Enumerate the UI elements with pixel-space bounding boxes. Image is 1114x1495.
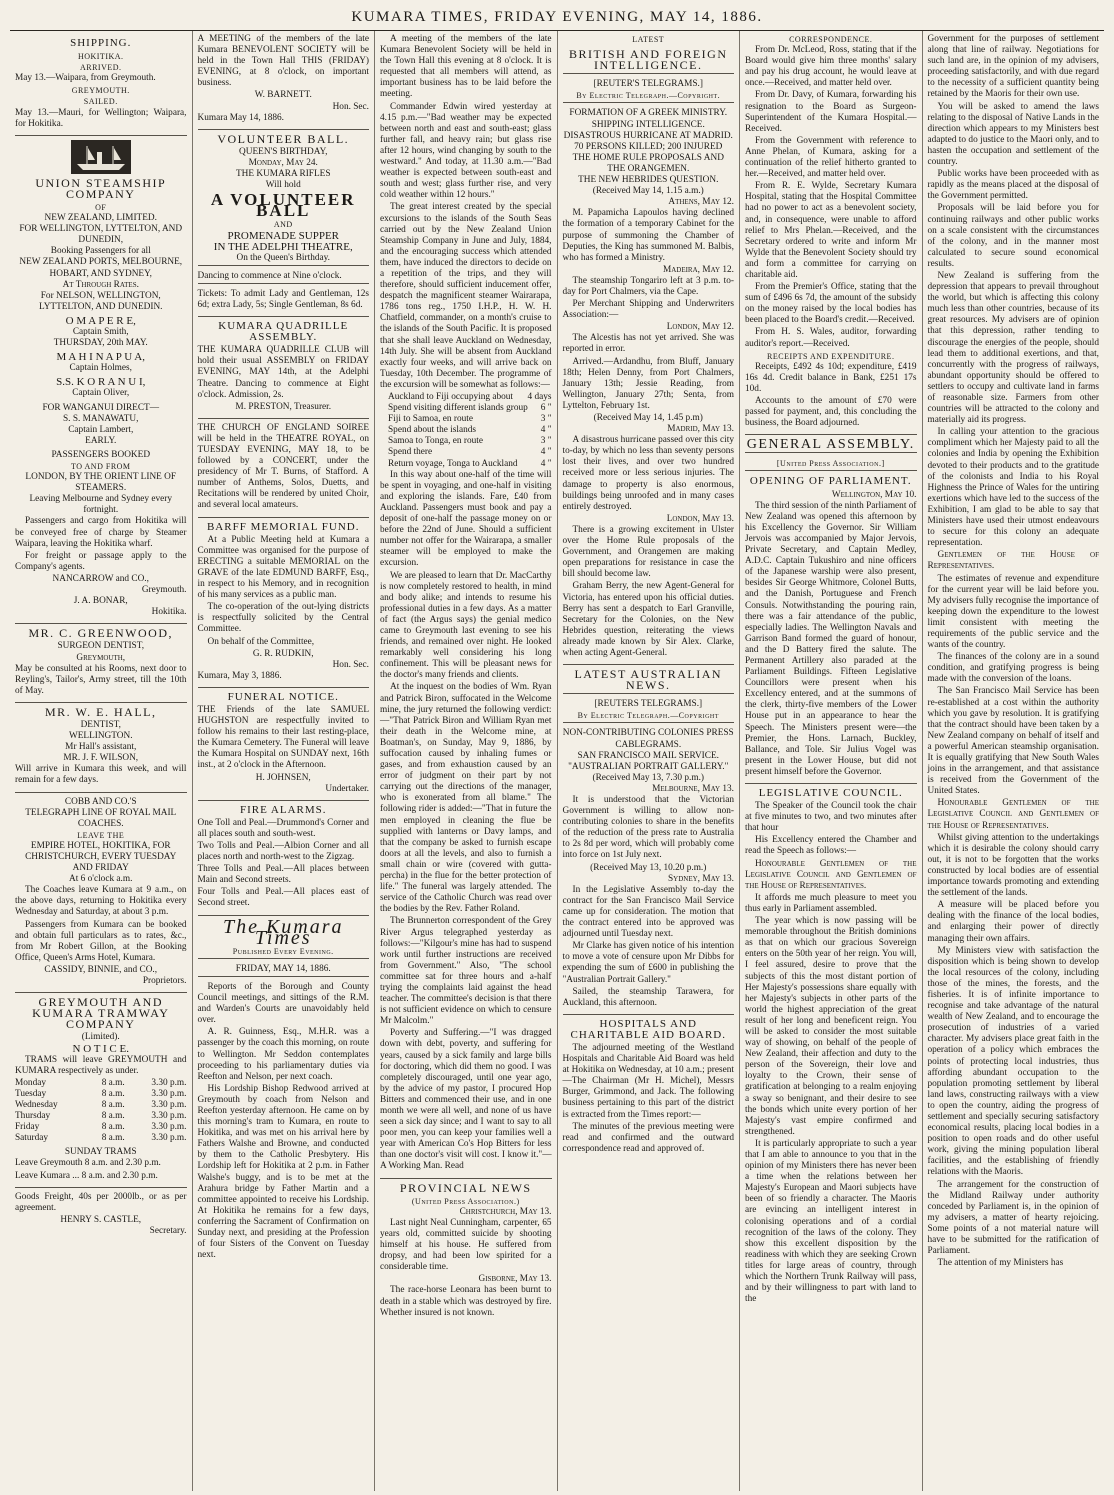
manawatu-captain: Captain Lambert, — [68, 424, 134, 435]
sailing-entry: May 13.—Mauri, for Wellington; Waipara, for Hokitika. — [15, 107, 187, 129]
itinerary-row — [380, 436, 552, 447]
sydney-censure: Mr Clarke has given notice of his intention to move a vote of censure upon Mr Dibbs for expending the sum of £600 in publishing the "Australian Portrait Gallery." — [562, 941, 734, 985]
london-dateline-1: London, May 12. — [666, 322, 734, 333]
excursion-itinerary — [380, 392, 552, 470]
port-hokitika: HOKITIKA. — [77, 52, 124, 62]
timetable-row — [15, 1133, 187, 1144]
hall-town: WELLINGTON. — [68, 731, 133, 742]
honourable-address: Honourable Gentlemen of the Legislative Council and Gentlemen of the House of Representatives. — [745, 858, 917, 891]
speech-2: The year which is now passing will be memorable throughout the British dominions as that on which our gracious Sovereign enters on the 50th year of her reign. You will, I feel assured, desire to prove that the subjects of this the most distant portion of Her Majesty's possessions share equally with her Majesty's subjects in other parts of the world the highest appreciation of the great result of her long and beneficent reign. You will be asked to consider the most suitable way of showing, on behalf of the people of New Zealand, their affection and duty to the person of the Sovereign, their love and loyalty to the Crown, their sense of gratification at belonging to a realm enjoying a sway so benignant, and their desire to see the bonds which unite every portion of her Majesty's vast empire confirmed and strengthened. — [745, 916, 917, 1137]
athens-dateline: Athens, May 12. — [668, 197, 734, 208]
divider — [198, 129, 370, 130]
quadrille-sign: M. PRESTON, Treasurer. — [235, 401, 332, 412]
latest-australian-heading: LATEST AUSTRALIAN NEWS. — [574, 667, 723, 693]
timetable-pm: 3.30 p.m. — [151, 1111, 187, 1122]
sydney-mail-contract: In the Legislative Assembly to-day the contract for the San Francisco Mail Service came up for consideration. The motion that the contract entered into be approved was adjourned until Tuesday next. — [562, 884, 734, 940]
timetable-pm: 3.30 p.m. — [151, 1099, 187, 1110]
shipping-heading: SHIPPING. — [70, 37, 132, 49]
agent-bonar-town: Hokitika. — [151, 607, 187, 618]
non-contributing: NON-CONTRIBUTING COLONIES PRESS CABLEGRAMS. — [562, 728, 734, 750]
barnett-name: W. BARNETT. — [254, 90, 312, 101]
volunteer-birthday: QUEEN'S BIRTHDAY, — [239, 146, 328, 157]
divider — [15, 1187, 187, 1188]
corr-mcleod: From Dr. McLeod, Ross, stating that if the Board would give him three months' salary and pay his drug account, he would leave at once.—Received, and matter held over. — [745, 45, 917, 89]
divider — [563, 722, 735, 723]
ship-koranui: S.S. K O R A N U I, — [56, 376, 146, 389]
ulster-news: There is a growing excitement in Ulster over the Home Rule proposals of the Government, and Orangemen are making open preparations for resistance in case the bill should become law. — [562, 524, 734, 580]
editorial-bishop: His Lordship Bishop Redwood arrived at Greymouth by coach from Nelson and Reefton yesterday afternoon. He came on by this morning's tram to Kumara, en route to Hokitika, and was met on his arrival here by Fathers Walshe and Browne, and conducted by them to the Catholic Presbytery. His Lordship left for Hokitika at 2 p.m. in Father Walshe's buggy, and is to be met at the Arahura bridge by Father Martin and a committee appointed to receive his Lordship. At Hokitika he remains for a few days, conferring the Sacrament of Confirmation on Sunday next, and presiding at the Profession of four Sisters of the Convent on Tuesday next. — [197, 1083, 369, 1261]
divider — [563, 102, 735, 103]
timetable-am: 8 a.m. — [101, 1077, 125, 1088]
sf-mail-service: SAN FRANCISCO MAIL SERVICE. — [577, 750, 719, 761]
notice-label: N O T I C E. — [72, 1042, 129, 1055]
merchant-shipping: Per Merchant Shipping and Underwriters Association:— — [562, 299, 734, 321]
fire-alarm-1: One Toll and Peal.—Drummond's Corner and all places south and south-west. — [197, 817, 369, 839]
greenwood-town: Greymouth, — [76, 652, 126, 663]
itinerary-leg: Spend there — [388, 447, 433, 458]
fire-alarms-heading: FIRE ALARMS. — [239, 803, 327, 816]
passengers-booked: PASSENGERS BOOKED — [51, 449, 151, 460]
received-2: (Received May 14, 1.45 p.m) — [593, 413, 703, 423]
itinerary-days: 6 " — [540, 403, 552, 414]
column-4 — [558, 31, 741, 1491]
kumara-rifles: THE KUMARA RIFLES — [235, 169, 331, 180]
speech-5: You will be asked to amend the laws relating to the disposal of Native Lands in the direction which appears to my Ministers best adapted to do justice to the Maori only, and to hasten the occupation and settlement of the country. — [927, 101, 1099, 168]
news-fare: In this way about one-half of the time will be spent in voyaging, and one-half in visiting and exploring the islands. Fare, £40 from Auckland. Passengers must book and pay a deposit of one-half the passage money on or before the 22nd of June. Should a sufficient number not offer for the Wairarapa, a smaller steamer will be employed to make the excursion. — [380, 469, 552, 569]
goods-freight: Goods Freight, 40s per 2000lb., or as per agreement. — [15, 1191, 187, 1213]
cobb-leave: LEAVE THE — [77, 830, 125, 840]
british-foreign-heading: BRITISH AND FOREIGN INTELLIGENCE. — [568, 47, 728, 73]
divider — [198, 517, 370, 518]
itinerary-days: 4 " — [540, 458, 552, 469]
divider — [198, 265, 370, 266]
divider — [15, 992, 187, 993]
agent-bonar: J. A. BONAR, — [73, 596, 128, 607]
divider — [745, 452, 917, 453]
speech-8: New Zealand is suffering from the depression that appears to prevail throughout the world, but which is affecting this colony much less than other countries, because of its great resources. My advisers are of opinion that this depression, rather tending to discourage the energies of the people, should lead them to additional exertions, and that, concurrently with the progress of railways, abundant opportunity should be offered to settlers to occupy and cultivate land in farms of reasonable size. Farmers from other countries will be attracted to the colony and materially aid its progress. — [927, 270, 1099, 426]
speech-1: It affords me much pleasure to meet you thus early in Parliament assembled. — [745, 892, 917, 914]
australian-copyright: By Electric Telegraph.—Copyright — [577, 711, 719, 721]
cobb-booking: Passengers from Kumara can be booked and obtain full particulars as to rates, &c., from Mr Robert Gillon, at the Booking Office, Queen's Arms Hotel, Kumara. — [15, 919, 187, 963]
timetable-row — [15, 1100, 187, 1111]
killed-injured: 70 PERSONS KILLED; 200 INJURED — [574, 141, 723, 152]
fire-alarm-2: Two Tolls and Peal.—Albion Corner and all places north and north-west to the Zigzag. — [197, 841, 369, 863]
divider — [15, 702, 187, 703]
divider — [563, 73, 735, 74]
arrived-label: ARRIVED. — [79, 63, 122, 73]
union-steamship-title: UNION STEAMSHIP COMPANY — [35, 175, 167, 201]
itinerary-days: 3 " — [540, 414, 552, 425]
fire-alarm-3: Three Tolls and Peal.—All places between Main and Second streets. — [197, 864, 369, 886]
copyright-label: By Electric Telegraph.—Copyright. — [576, 91, 721, 101]
published-line: Published Every Evening. — [232, 946, 334, 956]
greenwood-body: May be consulted at his Rooms, next door to Reyling's, Tailor's, Army street, till the 10th of May. — [15, 663, 187, 696]
correspondence-label: CORRESPONDENCE. — [789, 35, 873, 44]
columns — [10, 31, 1104, 1491]
itinerary-leg: Auckland to Fiji occupying about — [388, 392, 513, 402]
news-inquest: At the inquest on the bodies of Wm. Ryan and Patrick Biron, suffocated in the Welcome mine, the jury returned the following verdict:—"That Patrick Biron and William Ryan met their death in the Welcome mine, at Boatman's, on Sunday, May 9, 1886, by suffocation caused by inhaling fumes or gases, and from exhaustion caused by an error of judgment on their part by not carrying out the directions of the manager, who is exonerated from all blame." The following rider is added:—"That in future the men employed in cleaning the flue be supplied with lanterns or Davy lamps, and that the company be asked to furnish escape doors at all the levels, and also to furnish a small chain or wire (covered with gutta-percha) in the flue for the better protection of life." The funeral was largely attended. The service of the Catholic Church was read over the bodies by the Rev. Father Roland. — [380, 682, 552, 915]
hall-title: MR. W. E. HALL, — [44, 704, 157, 719]
timetable-row — [15, 1111, 187, 1122]
agent-nancarrow-town: Greymouth. — [141, 585, 187, 596]
portrait-gallery: "AUSTRALIAN PORTRAIT GALLERY." — [568, 761, 729, 772]
divider — [563, 693, 735, 694]
wilson-name: MR. J. F. WILSON, — [63, 753, 139, 764]
hall-assistant: Mr Hall's assistant, — [65, 742, 137, 753]
timetable-day: Monday — [15, 1077, 46, 1088]
divider — [198, 687, 370, 688]
cobb-empire: EMPIRE HOTEL, HOKITIKA, FOR CHRISTCHURCH, EVERY TUESDAY AND FRIDAY — [25, 840, 177, 874]
itinerary-leg: Fiji to Samoa, en route — [388, 414, 473, 425]
funeral-heading: FUNERAL NOTICE. — [227, 690, 339, 703]
hospitals-minutes: The minutes of the previous meeting were read and confirmed and the outward correspondence read and approved of. — [562, 1121, 734, 1154]
madrid-hurricane: DISASTROUS HURRICANE AT MADRID. — [563, 130, 733, 141]
rudkin-role: Hon. Sec. — [332, 659, 369, 670]
itinerary-row — [380, 403, 552, 414]
timetable-pm: 3.30 p.m. — [151, 1088, 187, 1099]
mahinapua-captain: Captain Holmes, — [69, 363, 132, 374]
timetable-row — [15, 1089, 187, 1100]
will-hold: Will hold — [265, 180, 301, 191]
news-benevolent: A meeting of the members of the late Kumara Benevolent Society will be held in the Town Hall this evening at 8 o'clock. It is requested that all members will attend, as important business has to be laid before the meeting. — [380, 34, 552, 100]
timetable-day: Tuesday — [15, 1088, 47, 1099]
sydney-dateline: Sydney, May 13. — [668, 873, 734, 884]
opening-report: The third session of the ninth Parliament of New Zealand was opened this afternoon by his Excellency the Governor. Sir William Jervois was accompanied by Major Jervois, Private Secretary, and Captain Medley, A.D.C. Captain Tukushiro and nine officers of the Japanese warship were also present, besides Sir George Whitmore, Colonel Butts, and the Danish, Portuguese and French Consuls. Notwithstanding the pouring rain, there was a fair attendance of the public, especially ladies. The Wellington Navals and Garrison Band formed the guard of honour, and the D Battery fired the salute. The Permanent Artillery also paraded at the Parliament Buildings. Fifteen Legislative Councillors were present when his Excellency entered, and at the summons of the clerk, thirty-five members of the Lower House put in an appearance to hear the Speech. The Ministers present were—the Premier, the Hons. Larnach, Buckley, Ballance, and Tole. Sir Julius Vogel was present in the Lower House, but did not present himself before the Governor. — [745, 500, 917, 777]
lc-speaker: The Speaker of the Council took the chair at five minutes to two, and two minutes after that hour — [745, 801, 917, 834]
column-2 — [193, 31, 376, 1491]
barnett-role: Hon. Sec. — [332, 101, 369, 112]
itinerary-row — [380, 425, 552, 436]
column-1 — [10, 31, 193, 1491]
volunteer-ball-banner: A VOLUNTEER BALL — [210, 190, 356, 221]
castle-role: Secretary. — [149, 1225, 187, 1236]
received-3: (Received May 13, 7.30 p.m.) — [592, 772, 705, 783]
and-label: AND — [273, 220, 293, 230]
editorial-reports: Reports of the Borough and County Council meetings, and sittings of the R.M. and Warden's Courts are unavoidably held over. — [197, 981, 369, 1026]
usc-ports: NEW ZEALAND PORTS, MELBOURNE, HOBART, AND SYDNEY, — [19, 257, 183, 279]
timetable-pm: 3.30 p.m. — [151, 1133, 187, 1144]
paper-title: The Kumara Times — [222, 915, 344, 949]
timetable-day: Saturday — [15, 1133, 49, 1144]
divider — [745, 434, 917, 435]
leaving-note: Leaving Melbourne and Sydney every fortnight. — [29, 494, 172, 516]
sunday-greymouth: Leave Greymouth 8 a.m. and 2.30 p.m. — [15, 1158, 161, 1169]
cassidy-role: Proprietors. — [142, 976, 187, 987]
usc-of: OF — [95, 202, 107, 212]
divider — [15, 623, 187, 624]
news-brunnerton: The Brunnerton correspondent of the Grey River Argus telegraphed yesterday as follows:—"Kilgour's mine has had to suspend work until further instructions are received from Government." Also, "The school committee sat for three hours and a-half trying the complaints laid against the head teacher. The committee's decision is that there is not sufficient evidence on which to censure Mr Malcolm." — [380, 916, 552, 1027]
divider — [15, 135, 187, 136]
itinerary-leg: Spend about the islands — [388, 425, 477, 436]
masthead: KUMARA TIMES, FRIDAY EVENING, MAY 14, 1886. — [351, 9, 763, 25]
queens-birthday: On the Queen's Birthday. — [236, 252, 330, 263]
divider — [198, 958, 370, 959]
madeira-dateline: Madeira, May 12. — [662, 264, 734, 275]
column-5 — [740, 31, 923, 1491]
johnsen-role: Undertaker. — [325, 783, 369, 794]
column-6 — [923, 31, 1105, 1491]
divider — [745, 470, 917, 471]
cargo-note: Passengers and cargo from Hokitika will be conveyed free of charge by Steamer Waipara, leaving the Hokitika wharf. — [15, 516, 187, 549]
sunday-kumara: Leave Kumara ... 8 a.m. and 2.30 p.m. — [15, 1170, 158, 1181]
timetable-am: 8 a.m. — [101, 1099, 125, 1110]
itinerary-days: 4 days — [527, 392, 552, 402]
itinerary-days: 4 " — [540, 425, 552, 436]
lc-excellency: His Excellency entered the Chamber and read the Speech as follows:— — [745, 835, 917, 857]
christchurch-dateline: Christchurch, May 13. — [459, 1206, 552, 1217]
port-greymouth: GREYMOUTH. — [71, 86, 130, 96]
sailed-label: SAILED. — [83, 97, 118, 107]
cobb-title: COBB AND CO.'S — [64, 796, 137, 807]
divider — [380, 1178, 552, 1179]
divider — [198, 316, 370, 317]
london-dateline-2: London, May 13. — [666, 513, 734, 524]
castle-name: HENRY S. CASTLE, — [60, 1214, 142, 1225]
timetable-pm: 3.30 p.m. — [151, 1122, 187, 1133]
gisborne-dateline: Gisborne, May 13. — [478, 1274, 552, 1285]
greek-ministry: FORMATION OF A GREEK MINISTRY. — [569, 108, 728, 119]
shipping-intelligence: SHIPPING INTELLIGENCE. — [591, 119, 705, 130]
itinerary-leg: Samoa to Tonga, en route — [388, 436, 483, 447]
news-excursion: The great interest created by the special excursions to the islands of the South Seas carried out by the New Zealand Union Steamship Company in June and July, 1884, and the encouraging success which attended them, have induced the directors to decide on a repetition of the trips, and they will therefore, should sufficient inducement offer, despatch the magnificent steamer Wairarapa, 1786 tons reg., 1750 I.H.P., H. W. H. Chatfield, commander, on a month's cruise to the islands of the South Pacific. It is proposed that she shall leave Auckland on Wednesday, 14th July. She will be absent from Auckland exactly four weeks, and will arrive back on Tuesday, 10th December. The programme of the excursion will be somewhat as follows:— — [380, 202, 552, 390]
corr-wales: From H. S. Wales, auditor, forwarding auditor's report.—Received. — [745, 327, 917, 349]
arrivals-news: Arrived.—Ardandhu, from Bluff, January 18th; Helen Denny, from Port Chalmers, January 13th; Jessie Reading, from Wellington, January 27th; Senta, from Lyttelton, February 1st. — [562, 356, 734, 411]
christchurch-news: Last night Neal Cunningham, carpenter, 65 years old, committed suicide by shooting himself at his house. He suffered from dropsy, and had been low spirited for a considerable time. — [380, 1217, 552, 1273]
melbourne-dateline: Melbourne, May 13. — [652, 783, 734, 794]
quadrille-heading: KUMARA QUADRILLE ASSEMBLY. — [218, 320, 349, 344]
receipts-label: RECEIPTS AND EXPENDITURE. — [767, 351, 895, 361]
wanganui-direct: FOR WANGANUI DIRECT— — [42, 402, 160, 413]
received-1: (Received May 14, 1.15 a.m.) — [592, 186, 704, 197]
wilson-body: Will arrive in Kumara this week, and will remain for a few days. — [15, 764, 187, 786]
sunday-trams: SUNDAY TRAMS — [64, 1147, 137, 1158]
divider — [198, 283, 370, 284]
barff-behalf: On behalf of the Committee, — [207, 636, 315, 647]
accounts-passed: Accounts to the amount of £70 were passed for payment, and, this concluding the business, the Board adjourned. — [745, 396, 917, 429]
steamship-icon — [71, 140, 131, 174]
speech-15: My Ministers view with satisfaction the disposition which is being shown to develop the local resources of the colony, including those of the mines, the forests, and the fisheries. It is of infinite importance to recognise and take advantage of the natural wealth of New Zealand, and to encourage the prosecution of industries of a varied character. My advisers place great faith in the operation of a policy which embraces the points of protecting local industries, thus affording abundant occupation to the population promoting settlement by liberal land laws, constructing railways with a view to open the country, aiding the progress of settlement and specially securing satisfactory economical results, placing local bodies in a position to open roads and do other useful work, giving the mining population liberal facilities, and the establishing of friendly relations with the Maoris. — [927, 945, 1099, 1178]
benevolent-date: Kumara May 14, 1886. — [197, 112, 284, 123]
news-maccarthy: We are pleased to learn that Dr. MacCarthy is now completely restored to health, in mind and body alike; and intends to resume his professional duties in a few days. As a matter of fact (the Argus says) the genial medico came to Greymouth last evening to see his friends, and remained over night. He looked remarkably well considering his long confinement. This will be pleasant news for the doctor's many friends and clients. — [380, 570, 552, 681]
new-hebrides: THE NEW HEBRIDES QUESTION. — [578, 175, 719, 186]
graham-berry-news: Graham Berry, the new Agent-General for Victoria, has entered upon his official duties. Berry has sent a despatch to Earl Granville, Secretary for the Colonies, on the New Hebrides question, reiterating the views already made known by Sir Alex. Clarke, when acting Agent-General. — [562, 581, 734, 658]
melbourne-news: It is understood that the Victorian Government is willing to allow non-contributing colonies to share in the benefits of the reduction of the press rate to Australia to 2s 8d per word, which will probably come into force on 1st July next. — [562, 795, 734, 861]
agent-nancarrow: NANCARROW and CO., — [52, 573, 149, 584]
speech-14: A measure will be placed before you dealing with the finance of the local bodies, and enlarging their power of directly managing their own affairs. — [927, 900, 1099, 944]
adelphi-theatre: IN THE ADELPHI THEATRE, — [213, 240, 353, 253]
general-assembly-heading: GENERAL ASSEMBLY. — [746, 437, 915, 453]
itinerary-days: 3 " — [540, 436, 552, 447]
timetable-day: Friday — [15, 1122, 40, 1133]
cassidy-name: CASSIDY, BINNIE, and CO., — [44, 964, 158, 975]
hall-role: DENTIST, — [80, 719, 121, 730]
speech-13: Whilst giving attention to the undertakings which it is desirable the colony should carry out, it is not to be forgotten that the works constructed by local bodies are of essential importance towards promoting and extending the settlement of the lands. — [927, 832, 1099, 899]
arrival-entry: May 13.—Waipara, from Greymouth. — [15, 73, 156, 84]
provincial-sub: (United Press Association.) — [411, 1196, 520, 1206]
orient-line: LONDON, BY THE ORIENT LINE OF STEAMERS. — [25, 472, 177, 494]
itinerary-row — [380, 392, 552, 403]
sydney-tarawera: Sailed, the steamship Tarawera, for Auckland, this afternoon. — [562, 986, 734, 1008]
divider — [15, 792, 187, 793]
australian-reuters: [REUTERS TELEGRAMS.] — [594, 699, 703, 710]
ship-mahinapua: M A H I N A P U A, — [56, 351, 146, 364]
news-hop-bitters: Poverty and Suffering.—"I was dragged down with debt, poverty, and suffering for years, caused by a sick family and large bills for doctoring, which did them no good. I was completely discouraged, until one year ago, by the advice of my pastor, I procured Hop Bitters and commenced their use, and in one month we were all well, and none of us have seen a sick day since; and I want to say to all poor men, you can keep your families well a year with American Co's Hop Bitters for less than one doctor's visit will cost. I know it."—A Working Man. Read — [380, 1028, 552, 1172]
usc-nz: NEW ZEALAND, LIMITED. — [44, 213, 157, 224]
timetable-pm: 3.30 p.m. — [151, 1077, 187, 1088]
divider — [563, 1014, 735, 1015]
madeira-news: The steamship Tongariro left at 3 p.m. to-day for Port Chalmers, via the Cape. — [562, 275, 734, 297]
barff-heading: BARFF MEMORIAL FUND. — [206, 520, 360, 533]
speech-11: The finances of the colony are in a sound condition, and gratifying progress is being made with the conversion of the loans. — [927, 652, 1099, 685]
hospitals-heading: HOSPITALS AND CHARITABLE AID BOARD. — [570, 1017, 726, 1041]
divider — [198, 800, 370, 801]
opening-parliament: OPENING OF PARLIAMENT. — [749, 475, 912, 488]
speech-3: It is particularly appropriate to such a year that I am able to announce to you that in the opinion of my Ministers there has never been a time when the relations between her Majesty's European and Maori subjects have been of so friendly a character. The Maoris are evincing an intelligent interest in colonising operations and of a cordial recognition of the laws of the colony. They show this excellent disposition by the readiness with which they are seeking Crown titles for large areas of country, through which the Northern Trunk Railway will pass, and by their willingness to part with land to the — [745, 1138, 917, 1305]
speech-12: The San Francisco Mail Service has been re-established at a cost within the authority which you gave by resolution. It is gratifying that the contract should have been taken by a New Zealand company on behalf of itself and a powerful American steamship organisation. It is equally gratifying that New South Wales joins in the arrangement, and that assistance is received from the Government of the United States. — [927, 686, 1099, 797]
itinerary-row — [380, 447, 552, 458]
timetable-row — [15, 1078, 187, 1089]
receipts-figures: Receipts, £492 4s 10d; expenditure, £419 16s 4d. Credit balance in Bank, £251 17s 10d. — [745, 361, 917, 394]
church-soiree: THE CHURCH OF ENGLAND SOIREE will be held in the THEATRE ROYAL, on TUESDAY EVENING, MAY 18, to be followed by a CONCERT, under the presidency of Mr T. Burns, of Stafford. A number of Anthems, Solos, Duetts, and Recitations will be rendered by united Choir, and several local amateurs. — [197, 422, 369, 511]
speech-4: Government for the purposes of settlement along that line of railway. Negotiations for such land are, in the opinion of my advisers, proceeding satisfactorily, and with due regard to the necessity of a sufficient quantity being retained by the Maoris for their own use. — [927, 34, 1099, 100]
barff-cooperation: The co-operation of the out-lying districts is respectfully solicited by the Central Committee. — [197, 602, 369, 635]
column-3 — [375, 31, 558, 1491]
usc-booking: Booking Passengers for all — [50, 246, 151, 257]
johnsen-name: H. JOHNSEN, — [255, 772, 311, 783]
paper-date: FRIDAY, MAY 14, 1886. — [235, 963, 331, 974]
speech-6: Public works have been proceeded with as rapidly as the means placed at the disposal of the Government permitted. — [927, 169, 1099, 202]
barff-body: At a Public Meeting held at Kumara a Committee was organised for the purpose of ERECTING a suitable MEMORIAL on the GRAVE of the late EDMUND BARFF, Esq., in respect to his Memory, and in recognition of his many services as a public man. — [197, 534, 369, 601]
fire-alarm-4: Four Tolls and Peal.—All places east of Second street. — [197, 887, 369, 909]
timetable-day: Wednesday — [15, 1099, 58, 1110]
funeral-body: THE Friends of the late SAMUEL HUGHSTON are respectfully invited to follow his remains to their last resting-place, the Kumara Cemetery. The Funeral will leave the Kumara Hospital on SUNDAY next, 16th inst., at 2 o'clock in the Afternoon. — [197, 704, 369, 771]
volunteer-date: Monday, May 24. — [248, 157, 318, 168]
corr-wylde: From R. E. Wylde, Secretary Kumara Hospital, stating that the Hospital Committee had no power to act as a benevolent society, and, in consequence, were unable to afford relief to Mrs Phelan.—Received, and the Secretary ordered to write and inform Mr Wylde that the Benevolent Society should try and form a committee for carrying on charitable aid. — [745, 181, 917, 280]
divider — [745, 783, 917, 784]
ticket-prices: Tickets: To admit Lady and Gentleman, 12s 6d; extra Lady, 5s; Single Gentleman, 8s 6d. — [197, 288, 369, 310]
dancing-time: Dancing to commence at Nine o'clock. — [197, 270, 342, 281]
benevolent-notice: A MEETING of the members of the late Kumara BENEVOLENT SOCIETY will be held in the Town Hall THIS (FRIDAY) EVENING, at 8 o'clock, on important business. — [197, 34, 369, 89]
received-4: (Received May 13, 10.20 p.m.) — [590, 862, 707, 873]
timetable-am: 8 a.m. — [101, 1088, 125, 1099]
promenade-supper: PROMENADE SUPPER — [227, 229, 340, 242]
early-label: EARLY. — [85, 435, 117, 446]
timetable-row — [15, 1122, 187, 1133]
honourable-address-2: Honourable Gentlemen of the Legislative Council and Gentlemen of the House of Representatives. — [927, 798, 1099, 831]
latest-label: LATEST — [632, 35, 665, 44]
divider — [198, 418, 370, 419]
itinerary-leg: Return voyage, Tonga to Auckland — [388, 458, 518, 469]
tramway-ltd: (Limited). — [81, 1032, 120, 1043]
timetable-day: Thursday — [15, 1111, 51, 1122]
corr-phelan: From the Government with reference to Anne Phelan, of Kumara, asking for a continuation of the relief hitherto granted to her.—Received, and matter held over. — [745, 135, 917, 180]
tram-timetable — [15, 1078, 187, 1145]
corr-premier: From the Premier's Office, stating that the sum of £496 6s 7d, the amount of the subsidy on the money raised by the local bodies has been placed to the Board's credit.—Received. — [745, 282, 917, 326]
omapere-date: THURSDAY, 20th MAY. — [53, 338, 148, 349]
divider — [198, 976, 370, 977]
rudkin-name: G. R. RUDKIN, — [252, 648, 314, 659]
itinerary-days: 4 " — [540, 447, 552, 458]
cobb-line: TELEGRAPH LINE OF ROYAL MAIL COACHES. — [25, 807, 177, 829]
madrid-dateline: Madrid, May 13. — [667, 424, 734, 435]
usc-rates: At Through Rates. — [62, 279, 139, 290]
quadrille-body: THE KUMARA QUADRILLE CLUB will hold their usual ASSEMBLY on FRIDAY EVENING, MAY 14th, at the Adelphi Theatre. Dancing to commence at Eight o'clock. Admission, 2s. — [197, 345, 369, 400]
itinerary-row — [380, 459, 552, 470]
ship-omapere: O M A P E R E, — [65, 314, 136, 327]
usc-nelson: For NELSON, WELLINGTON, LYTTELTON, AND DUNEDIN. — [38, 290, 163, 312]
ship-manawatu: S. S. MANAWATU, — [63, 413, 139, 424]
athens-news: M. Papamicha Lapoulos having declined the formation of a temporary Cabinet for the purpose of summoning the Chamber of Deputies, the King has summoned M. Balbis, who has formed a Ministry. — [562, 208, 734, 263]
speech-17: The attention of my Ministers has — [937, 1258, 1064, 1269]
koranui-captain: Captain Oliver, — [72, 388, 130, 399]
cobb-time: At 6 o'clock a.m. — [69, 874, 133, 885]
speech-7: Proposals will be laid before you for continuing railways and other public works on a scale consistent with the circumstances of the colony, and in the manner most calculated to secure sound economical results. — [927, 203, 1099, 269]
to-from: TO AND FROM — [70, 462, 131, 471]
hospitals-meeting: The adjourned meeting of the Westland Hospitals and Charitable Aid Board was held at Hokitika on Wednesday, at 10 a.m.; present—The Chairman (Mr H. Michel), Messrs Burger, Grimmond, and Jack. The following business pertaining to this part of the district is extracted from the Times report:— — [562, 1042, 734, 1120]
omapere-captain: Captain Smith, — [72, 326, 129, 337]
cobb-return: The Coaches leave Kumara at 9 a.m., on the above days, returning to Hokitika every Wednesday and Saturday, at about 3 p.m. — [15, 885, 187, 918]
speech-9: In calling your attention to the gracious compliment which her Majesty paid to all the colonies and India by opening the Exhibition devoted to their products and to the gratitude of the colonists and India to his Royal Highness the Prince of Wales for the untiring exertions which have led to the success of the Exhibition, I am glad to be able to say that Ministers have used their utmost endeavours to secure for this colony an adequate representation. — [927, 427, 1099, 549]
madrid-news: A disastrous hurricane passed over this city to-day, by which no less than seventy persons lost their lives, and over two hundred received more or less serious injuries. The damage to property is also enormous, buildings being unroofed and in many cases entirely destroyed. — [562, 435, 734, 512]
greenwood-title: MR. C. GREENWOOD, — [28, 626, 173, 641]
gentlemen-house: Gentlemen of the House of Representatives. — [927, 550, 1099, 572]
timetable-am: 8 a.m. — [101, 1111, 125, 1122]
itinerary-leg: Spend visiting different islands group — [388, 403, 528, 414]
itinerary-row — [380, 414, 552, 425]
tramway-title: GREYMOUTH AND KUMARA TRAMWAY COMPANY — [32, 995, 170, 1032]
legislative-council-heading: LEGISLATIVE COUNCIL. — [758, 787, 903, 799]
speech-16: The arrangement for the construction of the Midland Railway under authority conceded by Parliament is, in the opinion of my advisers, a matter of hearty rejoicing. Some points of a not material nature will have to be submitted for the ratification of Parliament. — [927, 1179, 1099, 1257]
upa-label: [United Press Association.] — [776, 459, 885, 469]
provincial-heading: PROVINCIAL NEWS — [399, 1180, 532, 1195]
usc-for: FOR WELLINGTON, LYTTELTON, AND DUNEDIN, — [19, 224, 183, 246]
greenwood-role: SURGEON DENTIST, — [57, 641, 145, 652]
gisborne-news: The race-horse Leonara has been burnt to death in a stable which was destroyed by fire. Whether insured is not known. — [380, 1285, 552, 1318]
home-rule: THE HOME RULE PROPOSALS AND THE ORANGEMEN. — [572, 152, 724, 174]
volunteer-heading: VOLUNTEER BALL. — [217, 131, 350, 146]
alcestis-news: The Alcestis has not yet arrived. She was reported in error. — [562, 333, 734, 355]
reuters-label: [REUTER'S TELEGRAMS.] — [593, 79, 703, 90]
corr-davy: From Dr. Davy, of Kumara, forwarding his resignation to the Board as Surgeon-Superintendent of the Kumara Hospital.—Received. — [745, 90, 917, 134]
divider — [563, 664, 735, 665]
freight-note: For freight or passage apply to the Company's agents. — [15, 550, 187, 572]
wellington-dateline: Wellington, May 10. — [831, 489, 917, 500]
speech-10: The estimates of revenue and expenditure for the current year will be laid before you. My advisers fully recognise the importance of keeping down the expenditure to the lowest limit consistent with meeting the requirements of the public service and the wants of the country. — [927, 573, 1099, 651]
news-weather: Commander Edwin wired yesterday at 4.15 p.m.—"Bad weather may be expected between north and east and south-east; glass further fall, and heavy rain; but glass rise after 12 hours, wind changing by south to the westward." And today, at 11.30 a.m.—"Bad weather is expected between south-east and south and west; glass further rise, and very cold weather within 12 hours." — [380, 101, 552, 201]
editorial-guinness: A. R. Guinness, Esq., M.H.R. was a passenger by the coach this morning, on route to Wellington. Mr Seddon contemplates proceeding to his parliamentary duties via Reefton and Nelson, per next coach. — [197, 1027, 369, 1082]
trams-intro: TRAMS will leave GREYMOUTH and KUMARA respectively as under. — [15, 1054, 187, 1076]
barff-date: Kumara, May 3, 1886. — [197, 670, 282, 681]
timetable-am: 8 a.m. — [101, 1122, 125, 1133]
timetable-am: 8 a.m. — [101, 1133, 125, 1144]
